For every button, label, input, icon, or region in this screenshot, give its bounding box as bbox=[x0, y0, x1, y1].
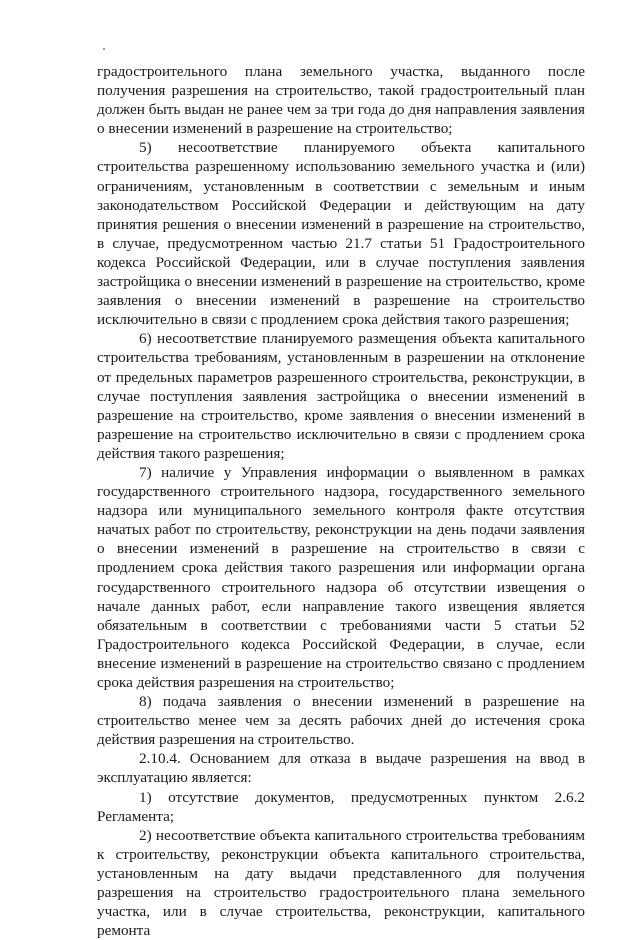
paragraph-item-6: 6) несоответствие планируемого размещения объекта капитального строительства требованиям, установленным в разрешении на отклонение от предельных параметров разрешенного строительства, реконструкции, в случае поступления заявления застройщика о внесении изменений в разрешение на строительство, кроме заявления о внесении изменений в разрешение на строительство исключительно в связи с продлением срока действия такого разрешения; bbox=[97, 330, 585, 462]
paragraph-item-8: 8) подача заявления о внесении изменений в разрешение на строительство менее чем за десять рабочих дней до истечения срока действия разрешения на строительство. bbox=[97, 693, 585, 749]
paragraph-item-2: 2) несоответствие объекта капитального строительства требованиям к строительству, реконструкции объекта капитального строительства, установленным на дату выдачи представленного для получения разрешения на строительство градостроительного плана земельного участка, или в случае строительства, реконструкции, капитального ремонта bbox=[97, 826, 585, 940]
paragraph-section-2-10-4: 2.10.4. Основанием для отказа в выдаче разрешения на ввод в эксплуатацию является: bbox=[97, 750, 585, 787]
document-page bbox=[97, 62, 585, 940]
paragraph-continuation: градостроительного плана земельного участка, выданного после получения разрешения на строительство, такой градостроительный план должен быть выдан не ранее чем за три года до дня направления заявления о внесении изменений в разрешение на строительство; bbox=[97, 63, 585, 138]
paragraph-item-1: 1) отсутствие документов, предусмотренных пунктом 2.6.2 Регламента; bbox=[97, 788, 585, 825]
paragraph-item-7: 7) наличие у Управления информации о выявленном в рамках государственного строительного надзора, государственного земельного надзора или муниципального земельного контроля факте отсутствия начатых работ по строительству, реконструкции на день подачи заявления о внесении изменений в разрешение на строительство в связи с продлением срока действия такого разрешения или информации органа государственного строительного надзора об отсутствии извещения о начале данных работ, если направление такого извещения является обязательным в соответствии с требованиями части 5 статьи 52 Градостроительного кодекса Российской Федерации, в случае, если внесение изменений в разрешение на строительство связано с продлением срока действия разрешения на строительство; bbox=[97, 463, 585, 691]
scan-speck bbox=[103, 48, 105, 50]
paragraph-item-5: 5) несоответствие планируемого объекта капитального строительства разрешенному использованию земельного участка и (или) ограничениям, установленным в соответствии с земельным и иным законодательством Российской Федерации и действующим на дату принятия решения о внесении изменений в разрешение на строительство, в случае, предусмотренном частью 21.7 статьи 51 Градостроительного кодекса Российской Федерации, или в случае поступления заявления застройщика о внесении изменений в разрешение на строительство, кроме заявления о внесении изменений в разрешение на строительство исключительно в связи с продлением срока действия такого разрешения; bbox=[97, 139, 585, 329]
